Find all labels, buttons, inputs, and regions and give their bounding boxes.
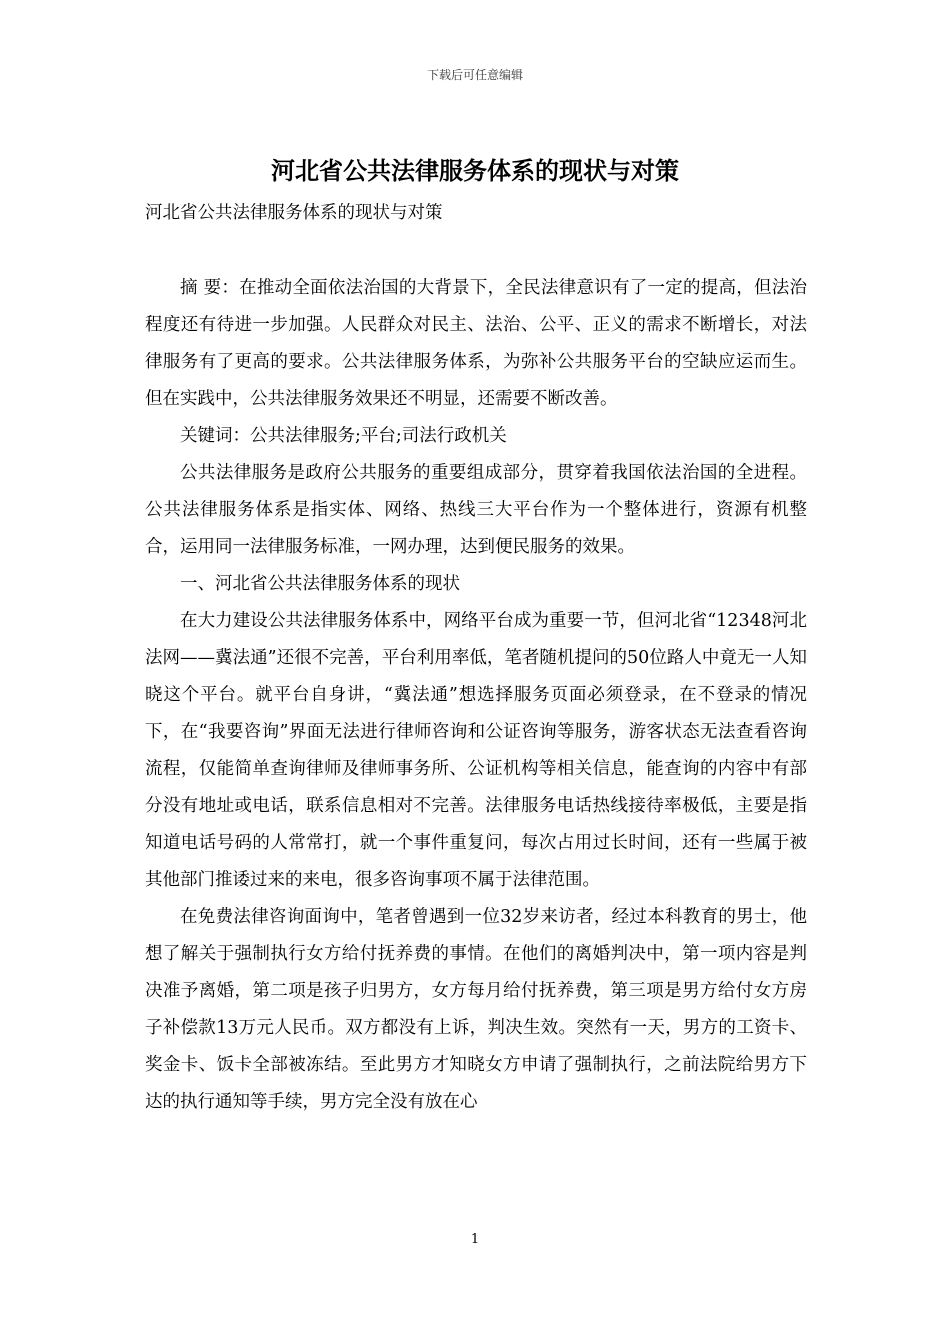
header-note: 下载后可任意编辑 (426, 68, 523, 82)
document-body (145, 270, 807, 1121)
body-paragraph: 在大力建设公共法律服务体系中，网络平台成为重要一节，但河北省“12348河北法网——冀法通”还很不完善，平台利用率低，笔者随机提问的50位路人中竟无一人知晓这个平台。就平台自身讲，“冀法通”想选择服务页面必须登录，在不登录的情况下，在“我要咨询”界面无法进行律师咨询和公证咨询等服务，游客状态无法查看咨询流程，仅能简单查询律师及律师事务所、公证机构等相关信息，能查询的内容中有部分没有地址或电话，联系信息相对不完善。法律服务电话热线接待率极低，主要是指知道电话号码的人常常打，就一个事件重复问，每次占用过长时间，还有一些属于被其他部门推诿过来的来电，很多咨询事项不属于法律范围。 (145, 611, 807, 890)
section-heading: 一、河北省公共法律服务体系的现状 (180, 574, 460, 594)
keywords-paragraph: 关键词：公共法律服务;平台;司法行政机关 (180, 426, 507, 446)
document-subtitle: 河北省公共法律服务体系的现状与对策 (145, 203, 443, 223)
abstract-paragraph: 摘 要：在推动全面依法治国的大背景下，全民法律意识有了一定的提高，但法治程度还有待进一步加强。人民群众对民主、法治、公平、正义的需求不断增长，对法律服务有了更高的要求。公共法律服务体系，为弥补公共服务平台的空缺应运而生。但在实践中，公共法律服务效果还不明显，还需要不断改善。 (145, 278, 807, 409)
intro-paragraph: 公共法律服务是政府公共服务的重要组成部分，贯穿着我国依法治国的全进程。公共法律服务体系是指实体、网络、热线三大平台作为一个整体进行，资源有机整合，运用同一法律服务标准，一网办理，达到便民服务的效果。 (145, 463, 807, 557)
page-number: 1 (470, 1232, 480, 1247)
document-title: 河北省公共法律服务体系的现状与对策 (271, 156, 679, 185)
body-paragraph: 在免费法律咨询面询中，笔者曾遇到一位32岁来访者，经过本科教育的男士，他想了解关于强制执行女方给付抚养费的事情。在他们的离婚判决中，第一项内容是判决准予离婚，第二项是孩子归男方，女方每月给付抚养费，第三项是男方给付女方房子补偿款13万元人民币。双方都没有上诉，判决生效。突然有一天，男方的工资卡、奖金卡、饭卡全部被冻结。至此男方才知晓女方申请了强制执行，之前法院给男方下达的执行通知等手续，男方完全没有放在心 (145, 907, 807, 1112)
